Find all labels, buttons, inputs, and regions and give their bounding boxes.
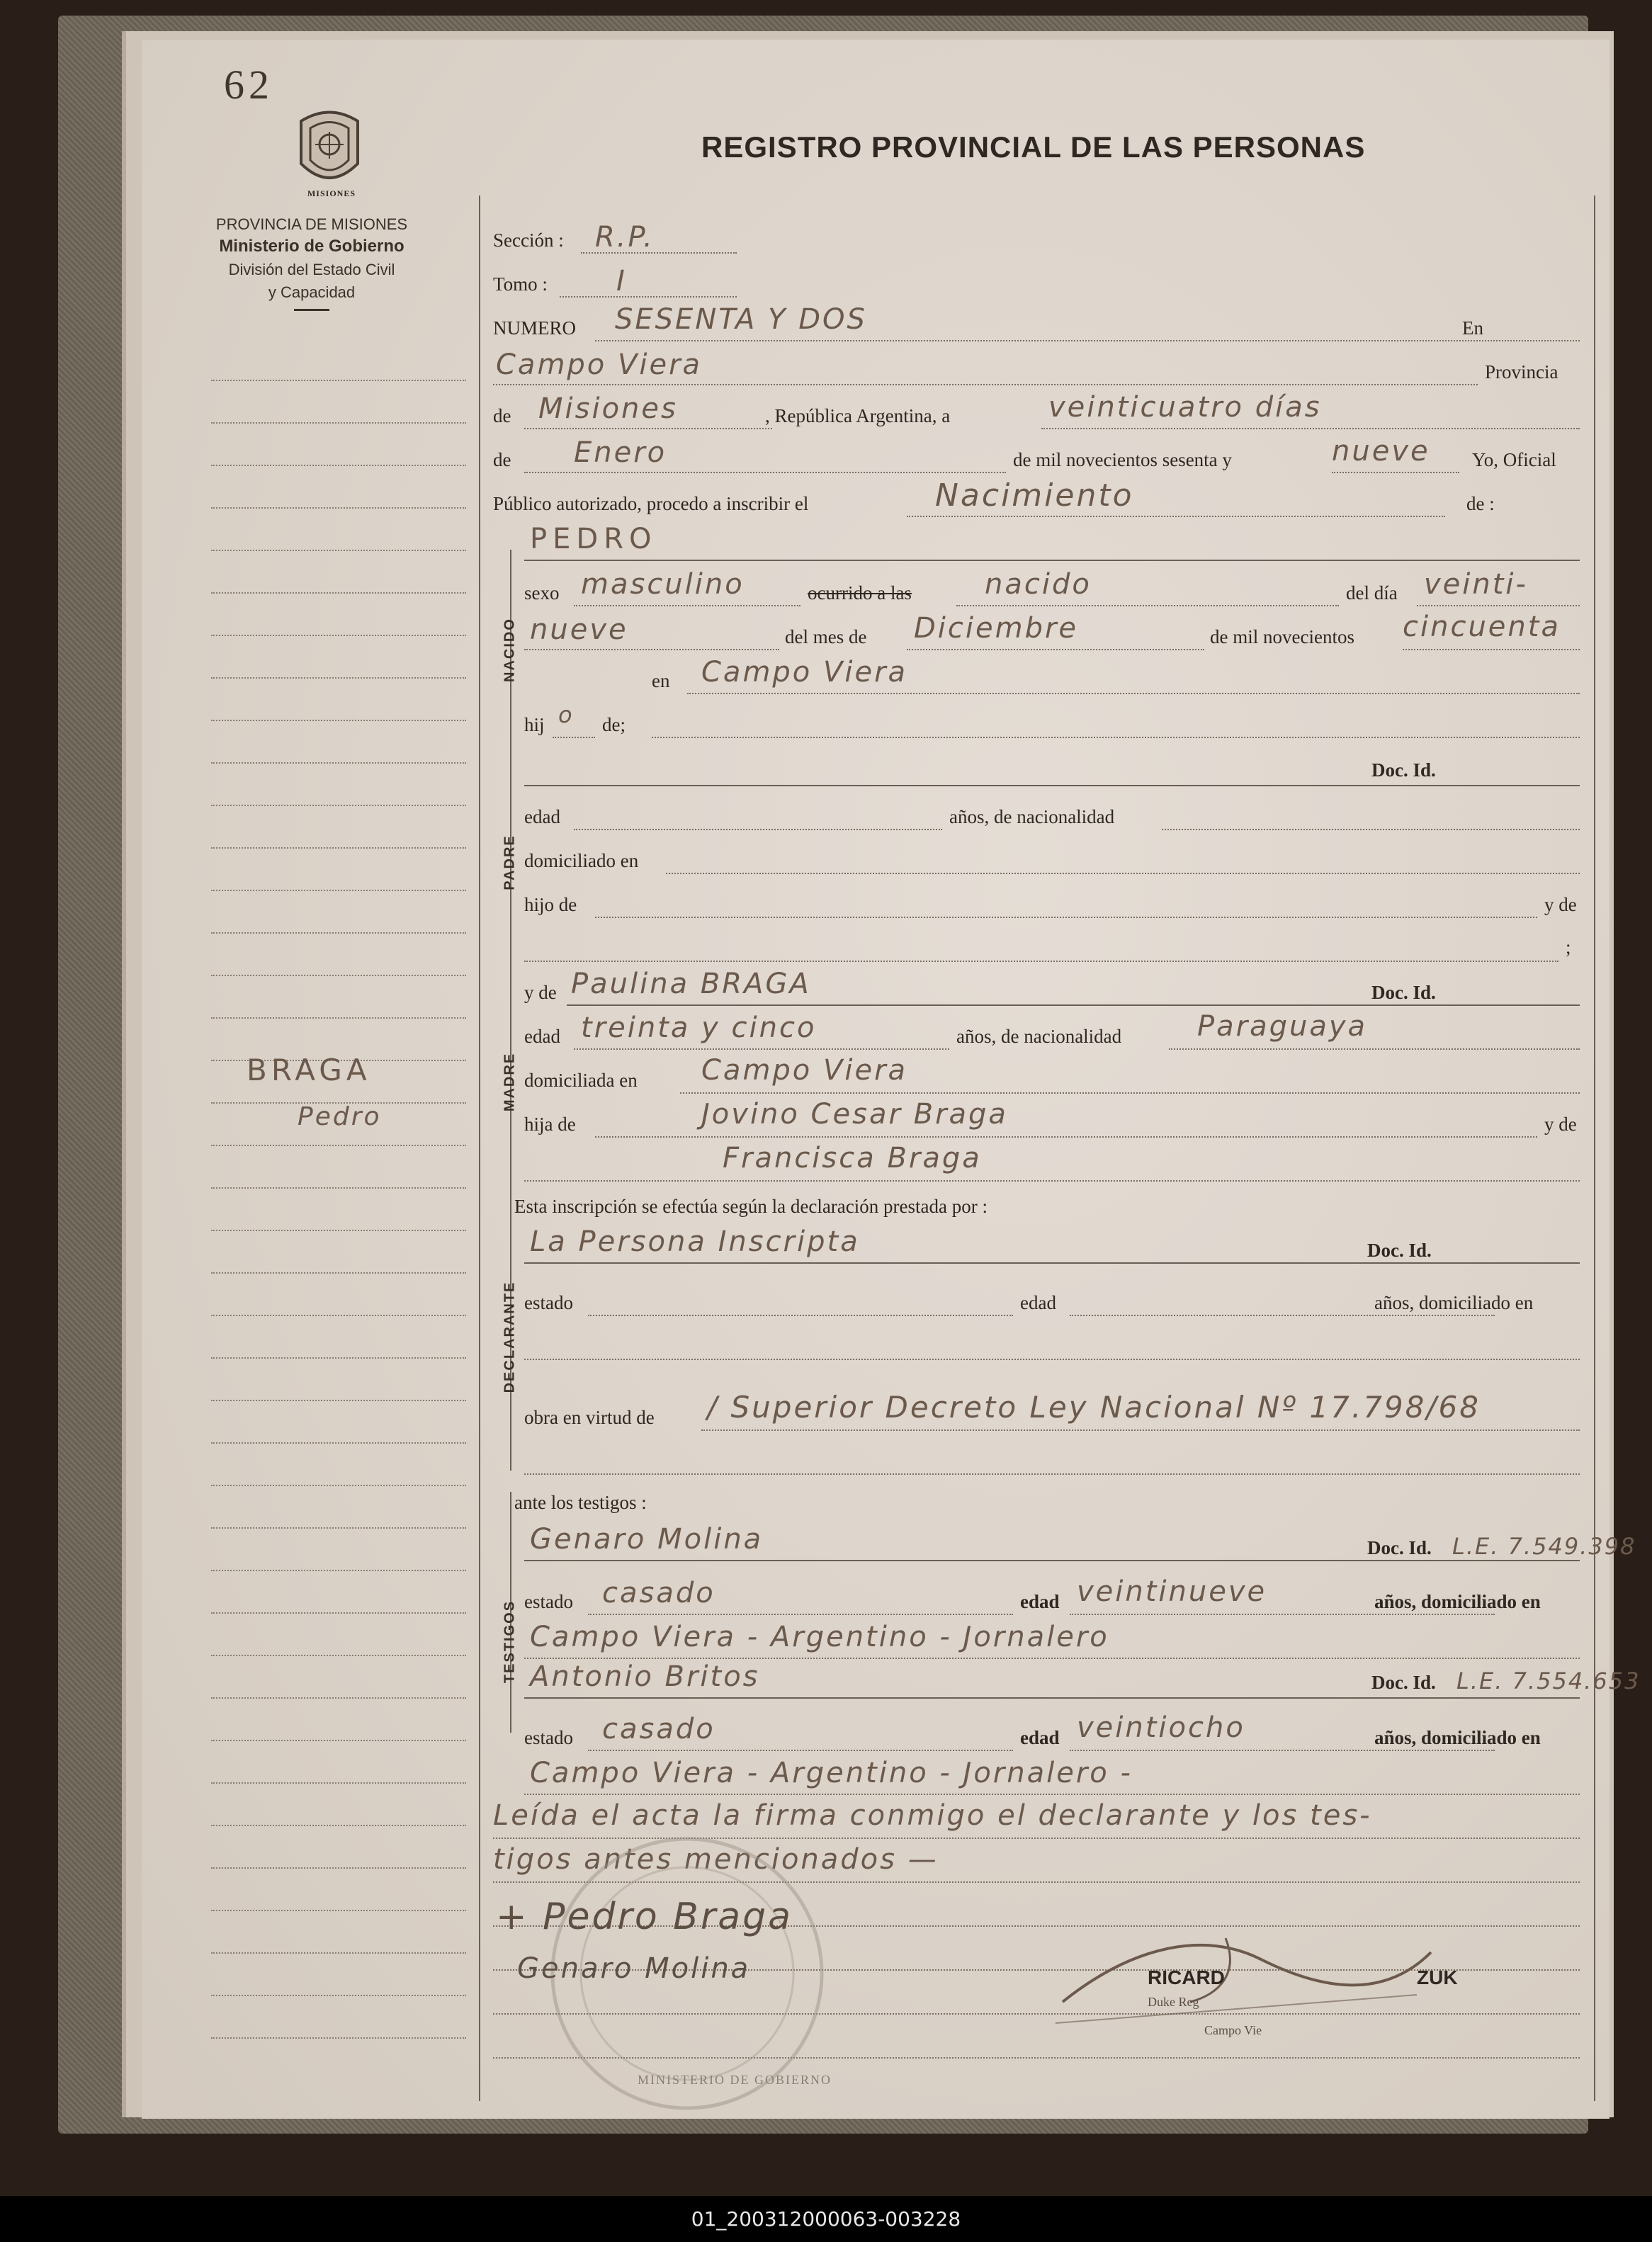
- lugar-line: [493, 384, 1478, 385]
- declarante-line: [524, 1262, 1580, 1264]
- margin-rule: [211, 720, 466, 721]
- testigo1-estado-line: [588, 1614, 1013, 1615]
- testigo2-dom-value: Campo Viera - Argentino - Jornalero -: [530, 1757, 1133, 1789]
- margin-rule: [211, 2037, 466, 2039]
- margin-rule: [211, 550, 466, 551]
- margin-rule: [211, 847, 466, 849]
- testigo2-nombre: Antonio Britos: [530, 1660, 760, 1693]
- testigo2-edad-label: edad: [1020, 1727, 1060, 1748]
- padre-dom-label: domiciliado en: [524, 850, 639, 871]
- madre-dom-value: Campo Viera: [701, 1054, 908, 1087]
- tomo-label: Tomo :: [493, 273, 548, 295]
- margin-rule: [211, 635, 466, 636]
- margin-rule: [211, 1527, 466, 1529]
- declaracion-label: Esta inscripción se efectúa según la declaración prestada por :: [514, 1196, 988, 1217]
- madre-dom-label: domiciliada en: [524, 1070, 638, 1091]
- mil-novecientos-label: de mil novecientos: [1210, 626, 1354, 647]
- declarante-dom-line: [524, 1359, 1580, 1360]
- madre-nac-line: [1169, 1048, 1580, 1050]
- testigo1-nombre: Genaro Molina: [530, 1523, 764, 1556]
- margin-rule: [211, 1740, 466, 1741]
- official-signature-icon: [1048, 1917, 1445, 2030]
- declarante-edad-line: [1070, 1315, 1495, 1316]
- dias-line: [1041, 428, 1580, 429]
- declarante-dom-label: años, domiciliado en: [1374, 1292, 1534, 1313]
- madre-nac-value: Paraguaya: [1197, 1010, 1368, 1043]
- mes-value: Enero: [574, 436, 667, 469]
- section-testigos: TESTIGOS: [502, 1600, 518, 1684]
- lugar-nac-value: Campo Viera: [701, 656, 908, 689]
- section-madre: MADRE: [502, 1052, 518, 1112]
- provincia-value: Misiones: [538, 392, 678, 425]
- del-mes-label: del mes de: [785, 626, 867, 647]
- numero-label: NUMERO: [493, 317, 577, 339]
- anio-line: [1332, 472, 1459, 473]
- testigo1-estado-value: casado: [602, 1577, 715, 1609]
- margin-rule: [211, 762, 466, 764]
- padre-nac-line: [1162, 829, 1580, 830]
- dias-value: veinticuatro días: [1048, 391, 1322, 424]
- madre-y-de2-label: y de: [1544, 1114, 1577, 1135]
- margin-rule: [211, 1910, 466, 1911]
- yo-oficial-label: Yo, Oficial: [1472, 449, 1556, 470]
- seccion-value: R.P.: [595, 221, 655, 254]
- testigo1-estado-label: estado: [524, 1591, 573, 1612]
- hora-line: [956, 605, 1339, 606]
- margin-rule: [211, 1145, 466, 1146]
- de-label: de: [493, 405, 511, 426]
- margin-rule: [211, 507, 466, 509]
- lugar-nac-line: [687, 693, 1580, 694]
- margin-rule: [211, 805, 466, 806]
- padre-extra-line: [524, 961, 1558, 962]
- padre-dom-line: [666, 873, 1580, 874]
- madre-doc-label: Doc. Id.: [1371, 982, 1436, 1003]
- padre-edad-label: edad: [524, 806, 560, 827]
- numero-line: [595, 340, 1537, 341]
- testigo2-doc-value: L.E. 7.554.653: [1456, 1668, 1641, 1694]
- main-frame-right: [1594, 196, 1595, 2101]
- acto-value: Nacimiento: [935, 477, 1134, 514]
- declarante-doc-label: Doc. Id.: [1367, 1240, 1432, 1261]
- provincia-label: Provincia: [1485, 361, 1558, 383]
- margin-rule: [211, 1315, 466, 1316]
- padre-doc-label: Doc. Id.: [1371, 759, 1436, 781]
- mes-nac-line: [907, 649, 1204, 650]
- en-line: [1502, 340, 1580, 341]
- margin-rule: [211, 1995, 466, 1996]
- margin-rule: [211, 1952, 466, 1954]
- anio-nac-value: cincuenta: [1403, 611, 1561, 643]
- official-sub-2: Campo Vie: [1204, 2023, 1262, 2037]
- testigo2-estado-value: casado: [602, 1713, 715, 1745]
- mes-nac-value: Diciembre: [914, 612, 1079, 645]
- org-province: PROVINCIA DE MISIONES: [215, 215, 408, 233]
- testigo2-edad-value: veintiocho: [1077, 1711, 1245, 1744]
- ocurrido-label: ocurrido a las: [808, 582, 912, 604]
- page-number: 62: [224, 62, 273, 108]
- testigo1-dom-line: [524, 1658, 1580, 1659]
- image-caption: 01_200312000063-003228: [0, 2196, 1652, 2242]
- section-padre: PADRE: [502, 834, 518, 890]
- madre-edad-value: treinta y cinco: [581, 1012, 817, 1044]
- org-ministry: Ministerio de Gobierno: [219, 237, 404, 256]
- dia-value-1: veinti-: [1424, 568, 1528, 601]
- cierre-text-1: Leída el acta la firma conmigo el declarante y los tes-: [493, 1799, 1372, 1832]
- margin-rule: [211, 1230, 466, 1231]
- margin-rule: [211, 1017, 466, 1019]
- margin-rule: [211, 1612, 466, 1614]
- org-underline: [294, 309, 329, 311]
- margin-rule: [211, 1697, 466, 1699]
- org-capacity: y Capacidad: [268, 283, 356, 301]
- madre-madre-value: Francisca Braga: [723, 1142, 982, 1174]
- hijo-letter: o: [558, 701, 575, 728]
- margin-rule: [211, 1867, 466, 1869]
- testigo2-line: [524, 1697, 1580, 1699]
- margin-rule: [211, 677, 466, 679]
- testigo1-edad-label: edad: [1020, 1591, 1060, 1612]
- margin-rule: [211, 1187, 466, 1189]
- de-semicolon-label: de;: [602, 714, 626, 735]
- padre-hijo-line: [595, 917, 1537, 918]
- dia-value-2: nueve: [530, 613, 628, 646]
- en-label: En: [1462, 317, 1483, 339]
- margin-rule: [211, 932, 466, 934]
- de-colon-label: de :: [1466, 493, 1495, 514]
- margin-surname: BRAGA: [247, 1053, 371, 1087]
- padre-hijo-label: hijo de: [524, 894, 577, 915]
- madre-nombre-value: Paulina BRAGA: [571, 968, 811, 1000]
- padre-nombre-line: [524, 785, 1580, 786]
- registry-page: [142, 40, 1641, 2119]
- lugar-value: Campo Viera: [496, 349, 703, 381]
- stamp-text: MINISTERIO DE GOBIERNO: [638, 2073, 832, 2087]
- margin-rule: [211, 380, 466, 381]
- madre-dom-line: [680, 1092, 1580, 1094]
- numero-value: SESENTA Y DOS: [615, 303, 867, 336]
- madre-edad-label: edad: [524, 1026, 560, 1047]
- mes-line: [524, 472, 1006, 473]
- hora-value: nacido: [985, 568, 1092, 601]
- declarante-estado-line: [588, 1315, 1013, 1316]
- anio-value: nueve: [1332, 435, 1430, 468]
- padre-edad-line: [574, 829, 942, 830]
- testigo2-dom-line: [524, 1794, 1580, 1795]
- testigo1-edad-line: [1070, 1614, 1495, 1615]
- testigo2-dom-label: años, domiciliado en: [1374, 1727, 1541, 1748]
- org-division: División del Estado Civil: [228, 261, 395, 278]
- margin-rule: [211, 422, 466, 424]
- main-frame-left: [479, 196, 480, 2101]
- nombre-line: [524, 560, 1580, 561]
- page-title: REGISTRO PROVINCIAL DE LAS PERSONAS: [701, 130, 1366, 164]
- nombre-value: PEDRO: [530, 523, 657, 555]
- section-nacido: NACIDO: [502, 618, 518, 682]
- signature-witness: Genaro Molina: [517, 1952, 751, 1985]
- obra-value: / Superior Decreto Ley Nacional Nº 17.798/68: [707, 1390, 1481, 1425]
- margin-rule: [211, 1655, 466, 1656]
- official-sub-1: Duke Reg: [1148, 1995, 1199, 2009]
- margin-rule: [211, 1485, 466, 1486]
- anio-nac-line: [1403, 649, 1580, 650]
- testigo1-doc-label: Doc. Id.: [1367, 1537, 1432, 1558]
- sexo-line: [574, 605, 800, 606]
- province-seal-icon: [290, 103, 368, 196]
- testigo2-estado-label: estado: [524, 1727, 573, 1748]
- acto-line: [907, 516, 1445, 517]
- ante-testigos-label: ante los testigos :: [514, 1492, 647, 1513]
- declarante-edad-label: edad: [1020, 1292, 1056, 1313]
- madre-extra-line: [524, 1180, 1580, 1182]
- madre-hija-label: hija de: [524, 1114, 576, 1135]
- provincia-line: [524, 428, 772, 429]
- margin-rule: [211, 1357, 466, 1359]
- obra-extra-line: [524, 1473, 1580, 1475]
- padre-y-de-label: y de: [1544, 894, 1577, 915]
- de2-label: de: [493, 449, 511, 470]
- madre-edad-line: [574, 1048, 949, 1050]
- margin-rule: [211, 890, 466, 891]
- seal-text: MISIONES: [307, 188, 356, 198]
- padre-semicolon: ;: [1566, 936, 1571, 958]
- margin-rule: [211, 1272, 466, 1274]
- sexo-label: sexo: [524, 582, 560, 604]
- testigo1-dom-label: años, domiciliado en: [1374, 1591, 1541, 1612]
- official-name-1: RICARD: [1148, 1966, 1225, 1988]
- obra-label: obra en virtud de: [524, 1407, 655, 1428]
- madre-hija-line: [595, 1136, 1537, 1138]
- tomo-line: [560, 296, 737, 298]
- hijo-label: hij: [524, 714, 545, 735]
- madre-nac-label: años, de nacionalidad: [956, 1026, 1122, 1047]
- madre-y-de-label: y de: [524, 982, 557, 1003]
- cierre-text-2: tigos antes mencionados —: [493, 1843, 939, 1876]
- dia2-line: [524, 649, 779, 650]
- seccion-label: Sección :: [493, 230, 564, 251]
- margin-rule: [211, 1442, 466, 1444]
- padre-nac-label: años, de nacionalidad: [949, 806, 1115, 827]
- del-dia-label: del día: [1346, 582, 1398, 604]
- section-declarante: DECLARANTE: [502, 1281, 518, 1393]
- testigo1-line: [524, 1560, 1580, 1561]
- declarante-value: La Persona Inscripta: [530, 1225, 860, 1258]
- madre-nombre-line: [567, 1004, 1580, 1006]
- testigo1-dom-value: Campo Viera - Argentino - Jornalero: [530, 1621, 1109, 1653]
- en-lugar-label: en: [652, 670, 670, 691]
- margin-rule: [211, 1782, 466, 1784]
- margin-rule: [211, 1400, 466, 1401]
- publico-label: Público autorizado, procedo a inscribir el: [493, 493, 809, 514]
- margin-rule: [211, 1570, 466, 1571]
- margin-rule: [211, 592, 466, 594]
- margin-rule: [211, 465, 466, 466]
- testigo1-edad-value: veintinueve: [1077, 1575, 1267, 1608]
- margin-rule: [211, 975, 466, 976]
- signature-registrant: + Pedro Braga: [496, 1896, 793, 1938]
- mil-sesenta-label: de mil novecientos sesenta y: [1013, 449, 1232, 470]
- obra-line: [701, 1429, 1580, 1431]
- testigo2-estado-line: [588, 1750, 1013, 1751]
- testigo2-doc-label: Doc. Id.: [1371, 1672, 1436, 1693]
- madre-padre-value: Jovino Cesar Braga: [701, 1098, 1008, 1131]
- margin-name: Pedro: [298, 1102, 382, 1131]
- sexo-value: masculino: [581, 568, 745, 601]
- testigo2-edad-line: [1070, 1750, 1495, 1751]
- org-block: [184, 215, 439, 311]
- tomo-value: I: [616, 265, 627, 298]
- testigo1-doc-value: L.E. 7.549.398: [1452, 1533, 1636, 1560]
- republica-label: , República Argentina, a: [765, 405, 951, 426]
- nacido-extra-line: [652, 737, 1580, 738]
- hijo-line: [553, 737, 595, 738]
- official-name-2: ZUK: [1417, 1966, 1458, 1988]
- declarante-estado-label: estado: [524, 1292, 573, 1313]
- margin-rule: [211, 1825, 466, 1826]
- dia-line: [1417, 605, 1580, 606]
